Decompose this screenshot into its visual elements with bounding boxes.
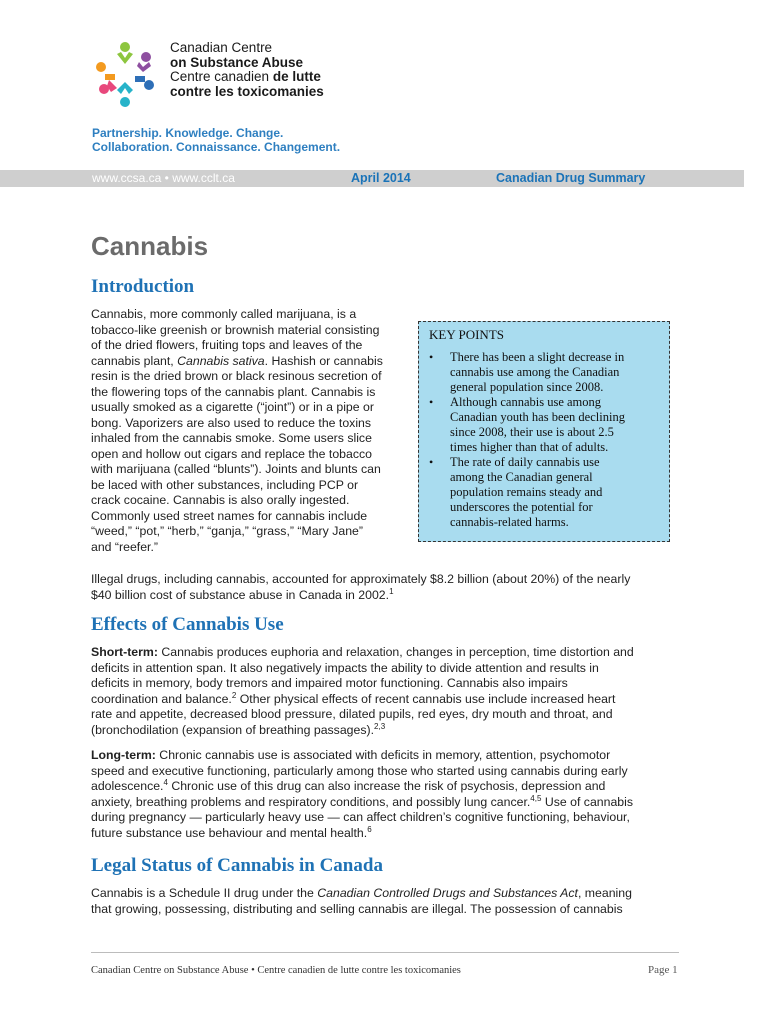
org-name-line-3: Centre canadien de lutte xyxy=(170,69,321,84)
footnote-ref[interactable]: 1 xyxy=(389,586,394,596)
logo-figure-pink xyxy=(99,80,117,94)
footnote-ref[interactable]: 4,5 xyxy=(530,793,542,803)
website-urls[interactable]: www.ccsa.ca • www.cclt.ca xyxy=(92,171,235,185)
footer-organization: Canadian Centre on Substance Abuse • Centre canadien de lutte contre les toxicomanies xyxy=(91,965,461,976)
org-name-line-1: Canadian Centre xyxy=(170,40,273,55)
footnote-ref[interactable]: 2 xyxy=(231,690,237,700)
intro-line: with marijuana (called “blunts”). Joints and blunts can xyxy=(91,462,381,476)
logo-figure-teal xyxy=(117,82,133,107)
act-name: Canadian Controlled Drugs and Substances Act xyxy=(317,886,578,900)
cost-paragraph: Illegal drugs, including cannabis, accounted for approximately $8.2 billion (about 20%) of the nearly $40 billion cost of substance abuse in Canada in 2002.$^1$ xyxy=(91,572,631,602)
species-name: Cannabis sativa xyxy=(177,353,265,368)
logo-figure-purple xyxy=(137,52,151,72)
footnote-ref[interactable]: 2,3 xyxy=(374,721,386,731)
intro-line: inhaled from the cannabis smoke. Some users slice xyxy=(91,431,372,445)
logo-figure-blue xyxy=(135,76,154,90)
series-title: Canadian Drug Summary xyxy=(496,171,646,185)
legal-status-paragraph: Cannabis is a Schedule II drug under the Canadian Controlled Drugs and Substances Act, meaning that growing, possessing, distributing and selling cannabis are illegal. The possession of cannabis xyxy=(91,886,632,916)
bullet-icon: • xyxy=(429,350,434,364)
footnote-ref[interactable]: 6 xyxy=(367,824,372,834)
logo-figure-green xyxy=(117,42,133,64)
intro-line: tobacco-like greenish or brownish material consisting xyxy=(91,322,380,337)
tagline-english: Partnership. Knowledge. Change. xyxy=(92,126,284,140)
short-term-paragraph: Short-term: Cannabis produces euphoria and relaxation, changes in perception, time distortion and deficits in attention span. It also negatively impacts the ability to divide attention and results in deficits in memory, body tremors and impaired motor functioning. Cannabis also impairs coordination and balance.$^2$ Other physical effects of recent cannabis use include increased heart rate and appetite, decreased blood pressure, dilated pupils, red eyes, dry mouth and throat, and (bronchodilation (expansion of breathing passages).$^{2,3}$ xyxy=(91,645,634,737)
header-banner xyxy=(0,170,744,187)
intro-line: usually smoked as a cigarette (“joint”) or in a pipe or xyxy=(91,400,374,414)
publication-date: April 2014 xyxy=(351,171,411,185)
key-points-box xyxy=(418,321,670,542)
legal-status-heading: Legal Status of Cannabis in Canada xyxy=(91,855,383,876)
org-name-line-2: on Substance Abuse xyxy=(170,54,304,70)
intro-line: and “reefer.” xyxy=(91,539,158,554)
intro-line: be laced with other substances, including PCP or xyxy=(91,477,359,492)
long-term-paragraph: Long-term: Chronic cannabis use is associated with deficits in memory, attention, psychomotor speed and executive functioning, particularly among those who started using cannabis during early adolescence.$^4$ Chronic use of this drug can also increase the risk of psychosis, depression and anxiety, breathing problems and respiratory conditions, and possibly lung cancer.$^{4,5}$ Use of cannabis during pregnancy — particularly heavy use — can affect children’s cognitive functioning, behaviour, future substance use behaviour and mental health.$^6$ xyxy=(91,748,634,840)
page-title: Cannabis xyxy=(91,231,209,261)
intro-line: “weed,” “pot,” “herb,” “ganja,” “grass,” “Mary Jane” xyxy=(91,524,363,538)
intro-line: crack cocaine. Cannabis is also orally ingested. xyxy=(91,493,350,507)
intro-line: the flowering tops of the cannabis plant. Cannabis is xyxy=(91,384,376,399)
tagline-french: Collaboration. Connaissance. Changement. xyxy=(92,140,341,154)
introduction-heading: Introduction xyxy=(91,276,195,297)
introduction-paragraph xyxy=(91,307,411,555)
intro-line: open and hollow out cigars and replace the tobacco xyxy=(91,446,372,461)
bullet-icon: • xyxy=(429,455,434,469)
tagline xyxy=(92,126,340,154)
intro-line: cannabis plant, Cannabis sativa. Hashish or cannabis xyxy=(91,353,383,368)
bullet-icon: • xyxy=(429,395,434,409)
short-term-label: Short-term: xyxy=(91,645,158,659)
long-term-label: Long-term: xyxy=(91,748,156,762)
org-name-line-4: contre les toxicomanies xyxy=(170,83,324,99)
intro-line: Commonly used street names for cannabis include xyxy=(91,508,368,523)
effects-heading: Effects of Cannabis Use xyxy=(91,614,284,635)
ccsa-logo xyxy=(91,40,159,108)
organization-name xyxy=(170,41,324,99)
key-points-list xyxy=(429,350,659,530)
intro-line: of the dried flowers, fruiting tops and leaves of the xyxy=(91,338,363,352)
key-point-item: • Although cannabis use among Canadian youth has been declining since 2008, their use is about 2.5 times higher than that of adults. xyxy=(429,395,625,454)
key-points-heading: KEY POINTS xyxy=(429,327,504,342)
logo-figure-orange xyxy=(96,62,115,80)
footnote-ref[interactable]: 4 xyxy=(163,777,168,787)
intro-line: bong. Vaporizers are also used to reduce the toxins xyxy=(91,415,372,430)
key-point-item: • There has been a slight decrease in cannabis use among the Canadian general population since 2008. xyxy=(429,350,625,394)
page-number: Page 1 xyxy=(648,964,678,976)
intro-line: Cannabis, more commonly called marijuana, is a xyxy=(91,307,357,321)
intro-line: resin is the dried brown or black resinous secretion of xyxy=(91,369,382,383)
footer-divider xyxy=(91,952,679,953)
key-point-item: • The rate of daily cannabis use among the Canadian general population remains steady and underscores the potential for cannabis-related harms. xyxy=(429,455,603,529)
